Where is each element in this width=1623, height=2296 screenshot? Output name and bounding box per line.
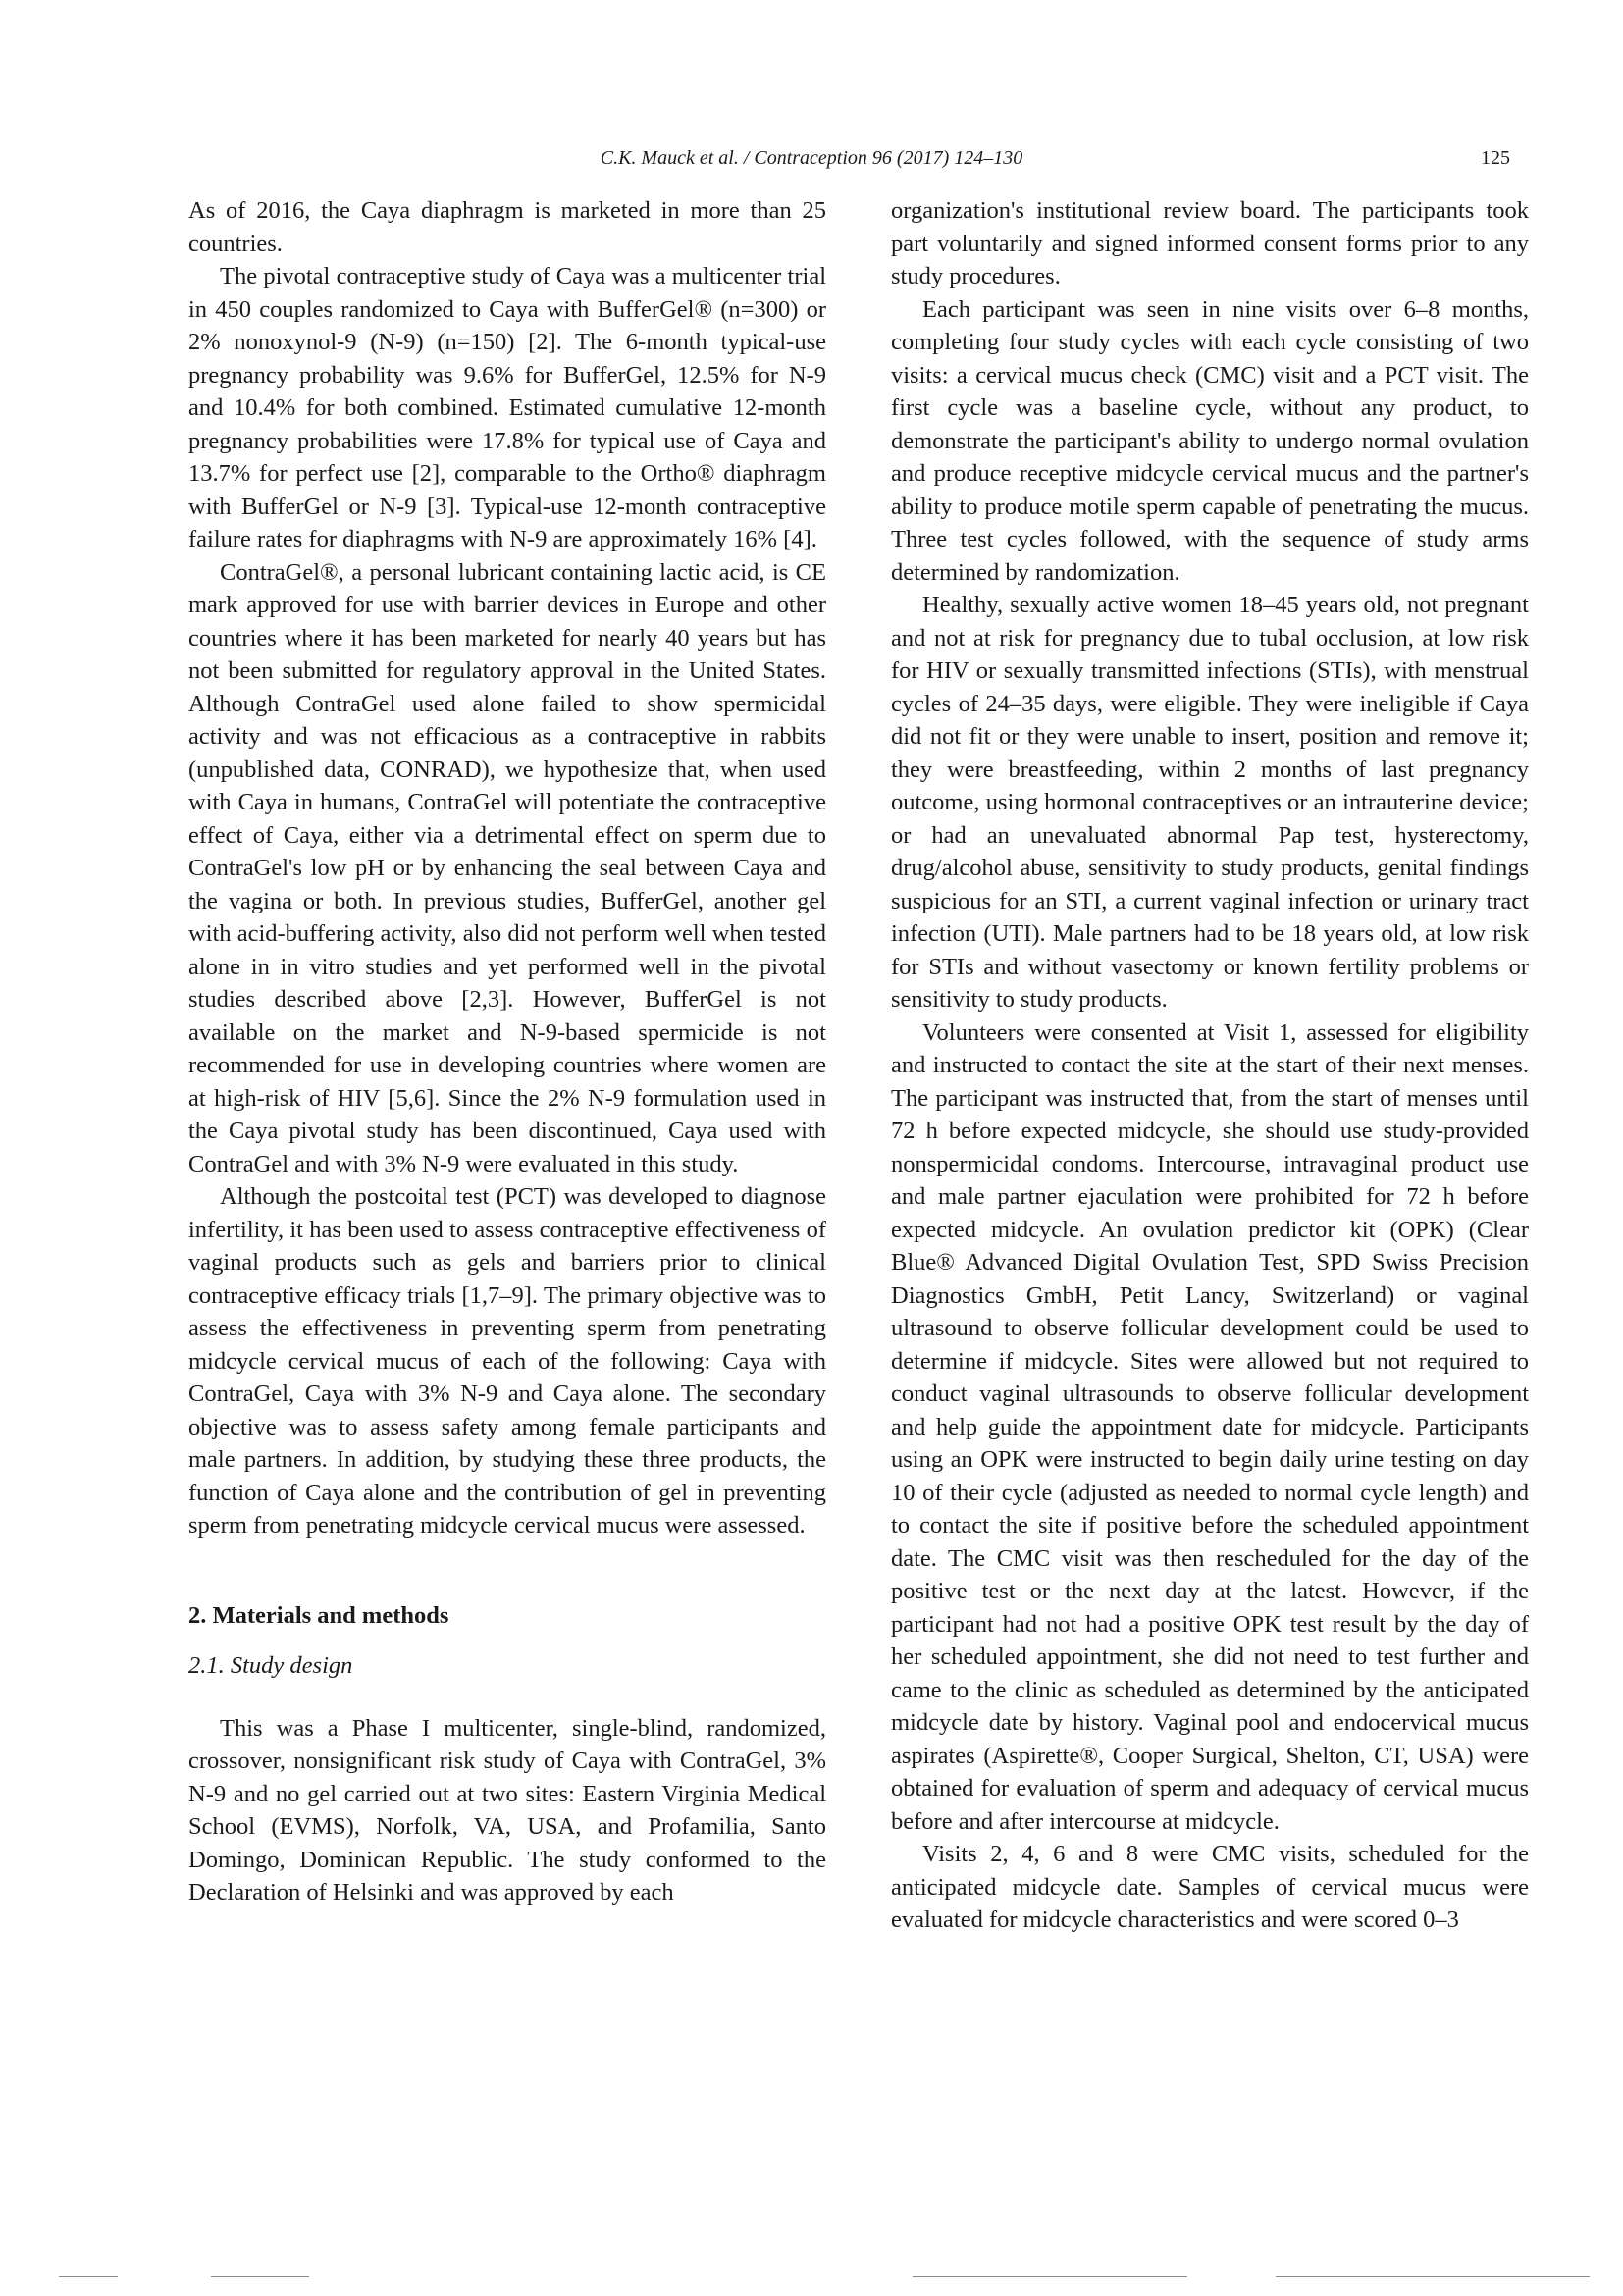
journal-citation: C.K. Mauck et al. / Contraception 96 (2017) 124–130: [600, 147, 1023, 169]
paragraph: ContraGel®, a personal lubricant containing lactic acid, is CE mark approved for use with barrier devices in Europe and other countries where it has been marketed for nearly 40 years but has not been submitted for regulatory approval in the United States. Although ContraGel used alone failed to show spermicidal activity and was not efficacious as a contraceptive in rabbits (unpublished data, CONRAD), we hypothesize that, when used with Caya in humans, ContraGel will potentiate the contraceptive effect of Caya, either via a detrimental effect on sperm due to ContraGel's low pH or by enhancing the seal between Caya and the vagina or both. In previous studies, BufferGel, another gel with acid-buffering activity, also did not perform well when tested alone in in vitro studies and yet performed well in the pivotal studies described above [2,3]. However, BufferGel is not available on the market and N-9-based spermicide is not recommended for use in developing countries where women are at high-risk of HIV [5,6]. Since the 2% N-9 formulation used in the Caya pivotal study has been discontinued, Caya used with ContraGel and with 3% N-9 were evaluated in this study.: [188, 558, 826, 1177]
paragraph: Healthy, sexually active women 18–45 years old, not pregnant and not at risk for pregnancy due to tubal occlusion, at low risk for HIV or sexually transmitted infections (STIs), with menstrual cycles of 24–35 days, were eligible. They were ineligible if Caya did not fit or they were unable to insert, position and remove it; they were breastfeeding, within 2 months of last pregnancy outcome, using hormonal contraceptives or an intrauterine device; or had an unevaluated abnormal Pap test, hysterectomy, drug/alcohol abuse, sensitivity to study products, genital findings suspicious for an STI, a current vaginal infection or urinary tract infection (UTI). Male partners had to be 18 years old, at low risk for STIs and without vasectomy or known fertility problems or sensitivity to study products.: [891, 592, 1529, 1013]
paragraph: Visits 2, 4, 6 and 8 were CMC visits, scheduled for the anticipated midcycle date. Samples of cervical mucus were evaluated for midcycle characteristics and were scored 0–3: [891, 1841, 1529, 1933]
paragraph: The pivotal contraceptive study of Caya was a multicenter trial in 450 couples randomized to Caya with BufferGel® (n=300) or 2% nonoxynol-9 (N-9) (n=150) [2]. The 6-month typical-use pregnancy probability was 9.6% for BufferGel, 12.5% for N-9 and 10.4% for both combined. Estimated cumulative 12-month pregnancy probabilities were 17.8% for typical use of Caya and 13.7% for perfect use [2], comparable to the Ortho® diaphragm with BufferGel or N-9 [3]. Typical-use 12-month contraceptive failure rates for diaphragms with N-9 are approximately 16% [4].: [188, 263, 826, 552]
left-column: [188, 194, 826, 1909]
subsection-heading: 2.1. Study design: [188, 1652, 353, 1679]
paragraph: organization's institutional review board. The participants took part voluntarily and signed informed consent forms prior to any study procedures.: [891, 197, 1529, 289]
paragraph: As of 2016, the Caya diaphragm is marketed in more than 25 countries.: [188, 197, 826, 257]
paragraph: This was a Phase I multicenter, single-blind, randomized, crossover, nonsignificant risk study of Caya with ContraGel, 3% N-9 and no gel carried out at two sites: Eastern Virginia Medical School (EVMS), Norfolk, VA, USA, and Profamilia, Santo Domingo, Dominican Republic. The study conformed to the Declaration of Helsinki and was approved by each: [188, 1714, 826, 1905]
paragraph: Volunteers were consented at Visit 1, assessed for eligibility and instructed to contact the site at the start of their next menses. The participant was instructed that, from the start of menses until 72 h before expected midcycle, she should use study-provided nonspermicidal condoms. Intercourse, intravaginal product use and male partner ejaculation were prohibited for 72 h before expected midcycle. An ovulation predictor kit (OPK) (Clear Blue® Advanced Digital Ovulation Test, SPD Swiss Precision Diagnostics GmbH, Petit Lancy, Switzerland) or vaginal ultrasound to observe follicular development could be used to determine if midcycle. Sites were allowed but not required to conduct vaginal ultrasounds to observe follicular development and help guide the appointment date for midcycle. Participants using an OPK were instructed to begin daily urine testing on day 10 of their cycle (adjusted as needed to normal cycle length) and to contact the site if positive before the scheduled appointment date. The CMC visit was then rescheduled for the day of the positive test or the next day at the latest. However, if the participant had not had a positive OPK test result by the day of her scheduled appointment, she did not need to test further and came to the clinic as scheduled as determined by the anticipated midcycle date by history. Vaginal pool and endocervical mucus aspirates (Aspirette®, Cooper Surgical, Shelton, CT, USA) were obtained for evaluation of sperm and adequacy of cervical mucus before and after intercourse at midcycle.: [891, 1018, 1529, 1835]
scan-mark: [211, 2276, 309, 2277]
page-number: 125: [1481, 147, 1510, 169]
paragraph: Each participant was seen in nine visits over 6–8 months, completing four study cycles with each cycle consisting of two visits: a cervical mucus check (CMC) visit and a PCT visit. The first cycle was a baseline cycle, without any product, to demonstrate the participant's ability to undergo normal ovulation and produce receptive midcycle cervical mucus and the partner's ability to produce motile sperm capable of penetrating the mucus. Three test cycles followed, with the sequence of study arms determined by randomization.: [891, 295, 1529, 586]
scan-mark: [1276, 2276, 1590, 2277]
running-head: [0, 147, 1623, 177]
section-heading: 2. Materials and methods: [188, 1601, 449, 1629]
scan-artifacts: [0, 2276, 1623, 2284]
paragraph: Although the postcoital test (PCT) was developed to diagnose infertility, it has been used to assess contraceptive effectiveness of vaginal products such as gels and barriers prior to clinical contraceptive efficacy trials [1,7–9]. The primary objective was to assess the effectiveness in preventing sperm from penetrating midcycle cervical mucus of each of the following: Caya with ContraGel, Caya with 3% N-9 and Caya alone. The secondary objective was to assess safety among female participants and male partners. In addition, by studying these three products, the function of Caya alone and the contribution of gel in preventing sperm from penetrating midcycle cervical mucus were assessed.: [188, 1183, 826, 1539]
scan-mark: [913, 2276, 1187, 2277]
right-column: [891, 194, 1529, 1937]
scan-mark: [59, 2276, 118, 2277]
